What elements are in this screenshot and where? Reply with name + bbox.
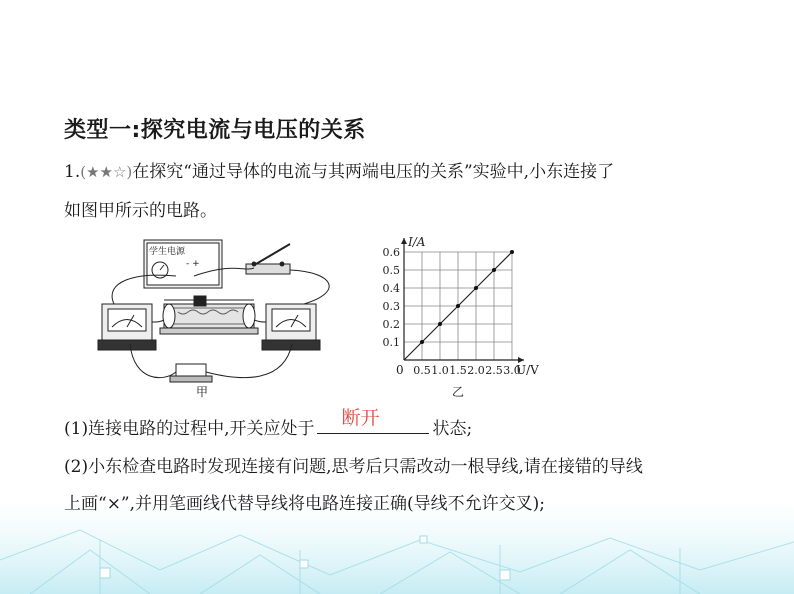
y-tick-label: 0.5 xyxy=(382,264,400,277)
sub-question-2-line-1: (2)小东检查电路时发现连接有问题,思考后只需改动一根导线,请在接错的导线 xyxy=(64,457,643,477)
sub1-suffix: 状态; xyxy=(432,419,473,439)
resistor xyxy=(176,364,206,376)
sub-question-2-line-2: 上画“×”,并用笔画线代替导线将电路连接正确(导线不允许交叉); xyxy=(64,494,546,514)
iu-graph xyxy=(370,226,560,406)
y-tick-label: 0.6 xyxy=(382,246,400,259)
y-axis-arrow xyxy=(401,238,407,244)
circuit-figure xyxy=(94,232,364,402)
answer-text: 断开 xyxy=(341,407,380,429)
question-line-1 xyxy=(64,157,614,182)
difficulty-stars: (★★☆) xyxy=(80,163,133,181)
section-title: 类型一:探究电流与电压的关系 xyxy=(64,118,366,143)
x-tick-label: 1.0 xyxy=(431,364,449,377)
x-tick-label: 0.5 xyxy=(413,364,431,377)
data-point xyxy=(420,340,424,344)
data-point xyxy=(456,304,460,308)
y-axis-label: I/A xyxy=(408,235,426,249)
decorative-background-pattern xyxy=(0,500,794,594)
circuit-caption: 甲 xyxy=(196,385,209,399)
data-point xyxy=(438,322,442,326)
graph-tick-labels xyxy=(383,246,521,377)
data-point xyxy=(492,268,496,272)
origin-label: 0 xyxy=(396,363,404,377)
question-text: 在探究“通过导体的电流与其两端电压的关系”实验中,小东连接了 xyxy=(132,162,615,182)
x-axis-label: U/V xyxy=(516,363,539,377)
sub1-prefix: (1)连接电路的过程中,开关应处于 xyxy=(64,419,315,439)
power-supply-label: 学生电源 xyxy=(149,247,186,257)
y-tick-label: 0.3 xyxy=(382,300,400,313)
y-tick-label: 0.1 xyxy=(382,336,400,349)
x-tick-label: 1.5 xyxy=(449,364,467,377)
answer-blank[interactable] xyxy=(317,407,429,434)
x-tick-label: 3.0 xyxy=(503,364,521,377)
x-tick-label: 2.5 xyxy=(485,364,503,377)
y-tick-label: 0.2 xyxy=(382,318,400,331)
question-number: 1. xyxy=(64,162,81,182)
y-tick-label: 0.4 xyxy=(382,282,400,295)
data-point xyxy=(474,286,478,290)
data-point xyxy=(510,250,514,254)
question-line-2: 如图甲所示的电路。 xyxy=(64,201,217,221)
x-tick-label: 2.0 xyxy=(467,364,485,377)
graph-caption: 乙 xyxy=(452,385,465,399)
power-terminal-labels: - + xyxy=(186,259,200,269)
sub-question-1 xyxy=(64,407,473,439)
